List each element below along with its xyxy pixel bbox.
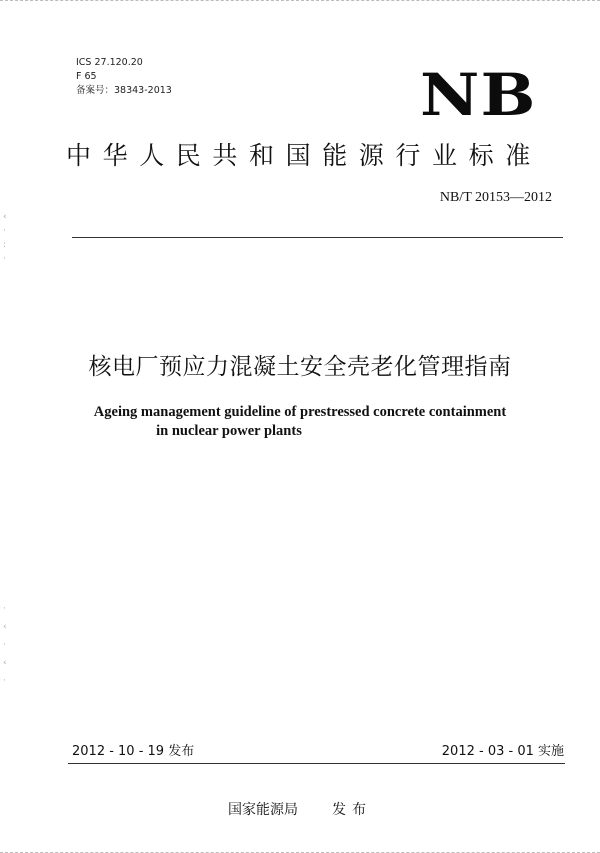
margin-marks-upper: ‹ · : · (3, 212, 7, 264)
standard-number: NB/T 20153—2012 (439, 190, 552, 205)
document-title-cn: 核电厂预应力混凝土安全壳老化管理指南 (88, 354, 512, 380)
page-bottom-edge (0, 849, 600, 853)
title-en-line1: Ageing management guideline of prestressed concrete containment (93, 404, 507, 420)
org-title: 中华人民共和国能源行业标准 (66, 141, 542, 170)
nb-logo: NB (420, 61, 537, 129)
ics-code: ICS 27.120.20 (76, 57, 143, 68)
publish-action: 发布 (332, 802, 372, 818)
title-en-line2: in nuclear power plants (156, 423, 302, 439)
page-top-edge (0, 0, 600, 6)
publisher-name: 国家能源局 (228, 802, 298, 818)
effective-date: 2012 - 03 - 01 实施 (441, 744, 564, 759)
issue-date: 2012 - 10 - 19 发布 (72, 744, 195, 759)
footer-divider (68, 763, 565, 764)
header-divider (72, 237, 563, 238)
ccs-code: F 65 (76, 71, 97, 82)
classification-block (76, 56, 172, 98)
record-number: 备案号：38343-2013 (76, 85, 172, 96)
document-title-en (0, 403, 600, 441)
margin-marks-lower: · ‹ · ‹ · (3, 604, 7, 686)
publisher-line (0, 800, 600, 820)
